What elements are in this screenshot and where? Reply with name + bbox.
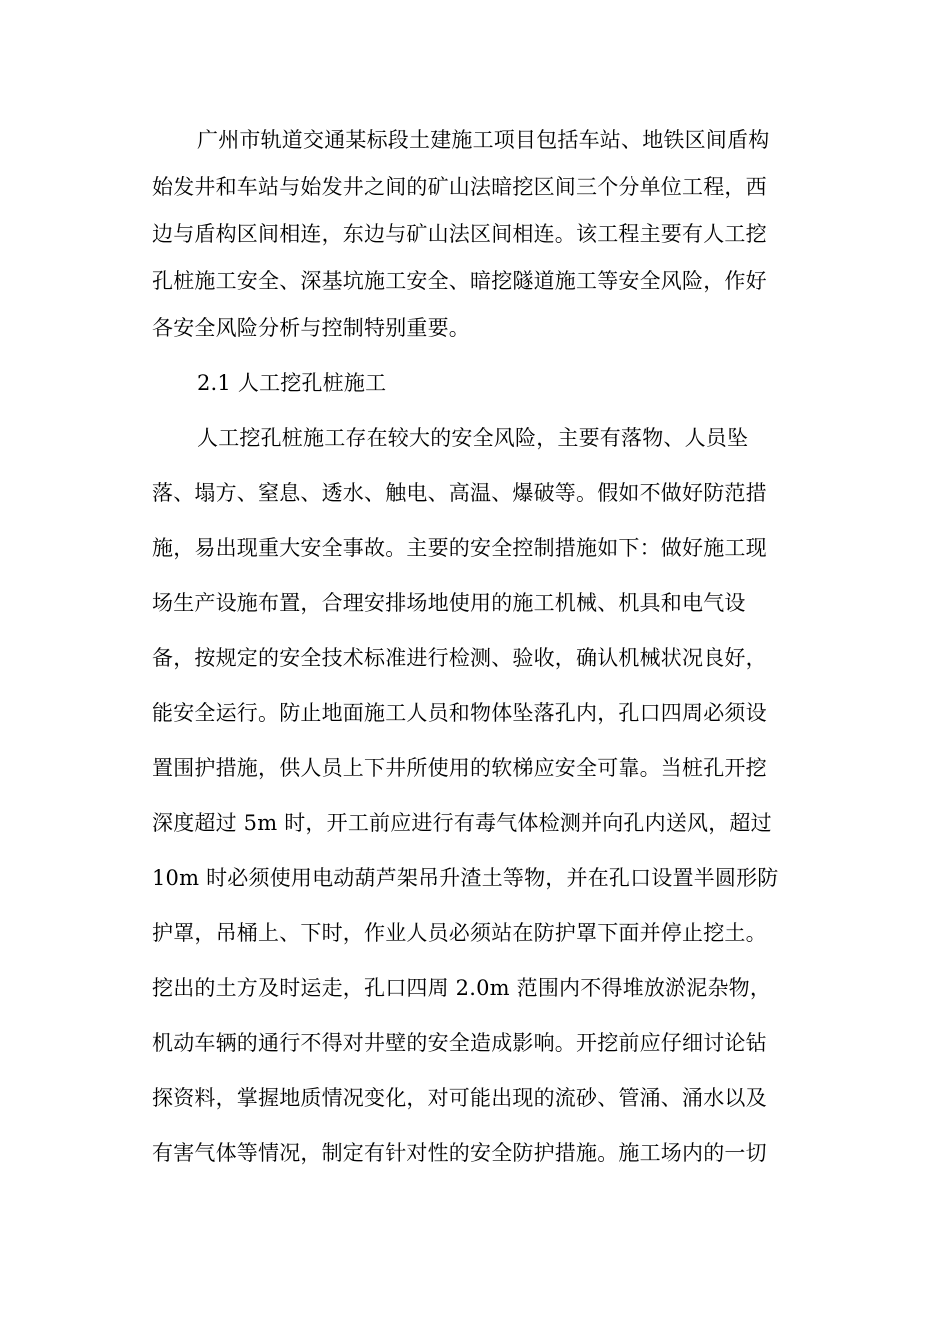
paragraph-2-line-3: 施，易出现重大安全事故。主要的安全控制措施如下：做好施工现: [152, 536, 767, 560]
paragraph-2-line-11: 挖出的土方及时运走，孔口四周 2.0m 范围内不得堆放淤泥杂物，: [152, 976, 772, 1000]
paragraph-2-line-13: 探资料，掌握地质情况变化，对可能出现的流砂、管涌、涌水以及: [152, 1086, 767, 1110]
paragraph-2-line-6: 能安全运行。防止地面施工人员和物体坠落孔内，孔口四周必须设: [152, 701, 767, 725]
paragraph-2-line-2: 落、塌方、窒息、透水、触电、高温、爆破等。假如不做好防范措: [152, 481, 767, 505]
paragraph-1-line-3: 边与盾构区间相连，东边与矿山法区间相连。该工程主要有人工挖: [152, 222, 767, 246]
paragraph-1-line-2: 始发井和车站与始发井之间的矿山法暗挖区间三个分单位工程，西: [152, 175, 767, 199]
paragraph-2-line-1: 人工挖孔桩施工存在较大的安全风险，主要有落物、人员坠: [197, 426, 749, 450]
paragraph-2-line-7: 置围护措施，供人员上下井所使用的软梯应安全可靠。当桩孔开挖: [152, 756, 767, 780]
paragraph-2-line-8: 深度超过 5m 时，开工前应进行有毒气体检测并向孔内送风，超过: [152, 811, 772, 835]
paragraph-2-line-10: 护罩，吊桶上、下时，作业人员必须站在防护罩下面并停止挖土。: [152, 921, 767, 945]
paragraph-1-line-4: 孔桩施工安全、深基坑施工安全、暗挖隧道施工等安全风险，作好: [152, 269, 767, 293]
paragraph-2-line-14: 有害气体等情况，制定有针对性的安全防护措施。施工场内的一切: [152, 1141, 767, 1165]
paragraph-1-line-1: 广州市轨道交通某标段土建施工项目包括车站、地铁区间盾构: [197, 128, 770, 152]
paragraph-2-line-9: 10m 时必须使用电动葫芦架吊升渣土等物，并在孔口设置半圆形防: [152, 866, 779, 890]
paragraph-2-line-4: 场生产设施布置，合理安排场地使用的施工机械、机具和电气设: [152, 591, 746, 615]
section-heading: 2.1 人工挖孔桩施工: [197, 371, 387, 395]
paragraph-1-line-5: 各安全风险分析与控制特别重要。: [152, 316, 470, 340]
paragraph-2-line-5: 备，按规定的安全技术标准进行检测、验收，确认机械状况良好，: [152, 646, 767, 670]
paragraph-2-line-12: 机动车辆的通行不得对井壁的安全造成影响。开挖前应仔细讨论钻: [152, 1031, 767, 1055]
